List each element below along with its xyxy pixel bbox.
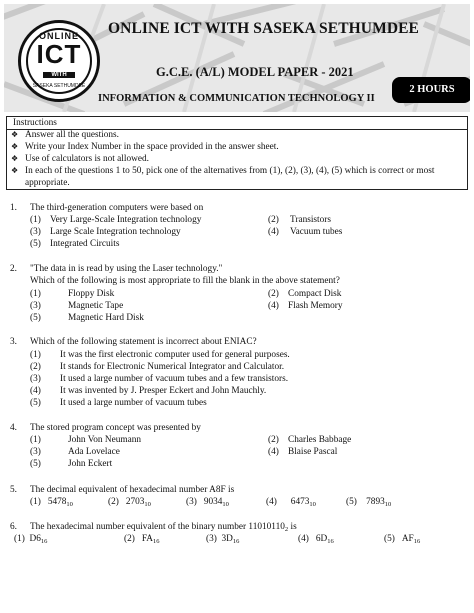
option-number: (5)	[30, 239, 41, 249]
question-text-line2: Which of the following is most appropriate to fill the blank in the above statement?	[30, 276, 340, 286]
option-number: (2)	[268, 289, 279, 299]
question-number: 4.	[10, 423, 17, 433]
option-number: (3)	[30, 374, 41, 384]
logo-text-top: ONLINE	[38, 31, 79, 41]
option-text: Floppy Disk	[68, 289, 115, 299]
logo-text-bottom: SASEKA SETHUMDEE	[32, 83, 86, 89]
option-1: (1) $D6_{16}$	[14, 534, 48, 545]
option-text: Ada Lovelace	[68, 447, 120, 457]
logo	[18, 20, 100, 102]
option-text: Charles Babbage	[288, 435, 352, 445]
option-5: (5) $AF_{16}$	[384, 534, 421, 545]
option-text: Very Large-Scale Integration technology	[50, 215, 202, 225]
diamond-bullet-icon: ❖	[11, 142, 19, 151]
option-text: Vacuum tubes	[290, 227, 343, 237]
question-text: Which of the following statement is incorrect about ENIAC?	[30, 337, 257, 347]
logo-text-tag: WITH	[43, 72, 75, 78]
question-number: 5.	[10, 485, 17, 495]
option-number: (4)	[268, 301, 279, 311]
option-number: (1)	[30, 215, 41, 225]
option-number: (1)	[30, 435, 41, 445]
diamond-bullet-icon: ❖	[11, 154, 19, 163]
option-text: It used a large number of vacuum tubes and a few transistors.	[60, 374, 289, 384]
option-2: (2) $FA_{16}$	[124, 534, 160, 545]
option-2: (2) $2703_{10}$	[108, 497, 151, 508]
question-number: 2.	[10, 264, 17, 274]
question-text: The stored program concept was presented by	[30, 423, 201, 433]
instruction-item: ❖ Answer all the questions.	[11, 130, 119, 140]
instruction-item-continued: appropriate.	[25, 178, 70, 188]
question-text: "The data in is read by using the Laser technology."	[30, 264, 223, 274]
diamond-bullet-icon: ❖	[11, 166, 19, 175]
logo-text-main: ICT	[36, 39, 82, 69]
option-number: (3)	[30, 227, 41, 237]
option-number: (2)	[30, 362, 41, 372]
option-4: (4) $6D_{16}$	[298, 534, 334, 545]
diamond-bullet-icon: ❖	[11, 130, 19, 139]
option-5: (5) $7893_{10}$	[346, 497, 392, 508]
option-text: Magnetic Tape	[68, 301, 124, 311]
option-text: John Eckert	[68, 459, 113, 469]
option-text: Large Scale Integration technology	[50, 227, 181, 237]
option-number: (5)	[30, 398, 41, 408]
option-number: (3)	[30, 301, 41, 311]
option-1: (1) $5478_{10}$	[30, 497, 73, 508]
option-number: (1)	[30, 350, 41, 360]
option-number: (3)	[30, 447, 41, 457]
option-text: Magnetic Hard Disk	[68, 313, 144, 323]
option-text: Blaise Pascal	[288, 447, 338, 457]
option-text: It stands for Electronic Numerical Integrator and Calculator.	[60, 362, 285, 372]
option-number: (4)	[268, 447, 279, 457]
option-text: It used a large number of vacuum tubes	[60, 398, 207, 408]
subject-title: INFORMATION & COMMUNICATION TECHNOLOGY II	[98, 93, 375, 104]
duration-badge: 2 HOURS	[392, 77, 470, 103]
question-number: 3.	[10, 337, 17, 347]
option-text: It was the first electronic computer used for general purposes.	[60, 350, 290, 360]
instruction-item: ❖ In each of the questions 1 to 50, pick one of the alternatives from (1), (2), (3), (4), (5) which is correct or most	[11, 166, 435, 176]
question-number: 6.	[10, 522, 17, 532]
option-number: (5)	[30, 313, 41, 323]
option-number: (4)	[30, 386, 41, 396]
page-title: ONLINE ICT WITH SASEKA SETHUMDEE	[108, 20, 419, 37]
question-text: The hexadecimal number equivalent of the binary number $11010110_2$ is	[30, 522, 297, 533]
instruction-item: ❖ Write your Index Number in the space provided in the answer sheet.	[11, 142, 279, 152]
option-text: Integrated Circuits	[50, 239, 120, 249]
question-text: The third-generation computers were based on	[30, 203, 204, 213]
instructions-title: Instructions	[13, 118, 57, 128]
option-number: (2)	[268, 215, 279, 225]
option-3: (3) $3D_{16}$	[206, 534, 240, 545]
option-number: (2)	[268, 435, 279, 445]
instruction-item: ❖ Use of calculators is not allowed.	[11, 154, 149, 164]
paper-subtitle: G.C.E. (A/L) MODEL PAPER - 2021	[156, 65, 354, 79]
option-text: John Von Neumann	[68, 435, 141, 445]
option-number: (4)	[268, 227, 279, 237]
question-number: 1.	[10, 203, 17, 213]
question-text: The decimal equivalent of hexadecimal number A8F is	[30, 485, 235, 495]
option-text: Transistors	[290, 215, 331, 225]
header-banner	[4, 4, 470, 112]
instructions-box	[6, 116, 468, 190]
option-4: (4) $6473_{10}$	[266, 497, 316, 508]
option-text: Compact Disk	[288, 289, 342, 299]
option-number: (5)	[30, 459, 41, 469]
option-text: It was invented by J. Presper Eckert and John Mauchly.	[60, 386, 267, 396]
option-number: (1)	[30, 289, 41, 299]
option-text: Flash Memory	[288, 301, 343, 311]
option-3: (3) $9034_{10}$	[186, 497, 229, 508]
